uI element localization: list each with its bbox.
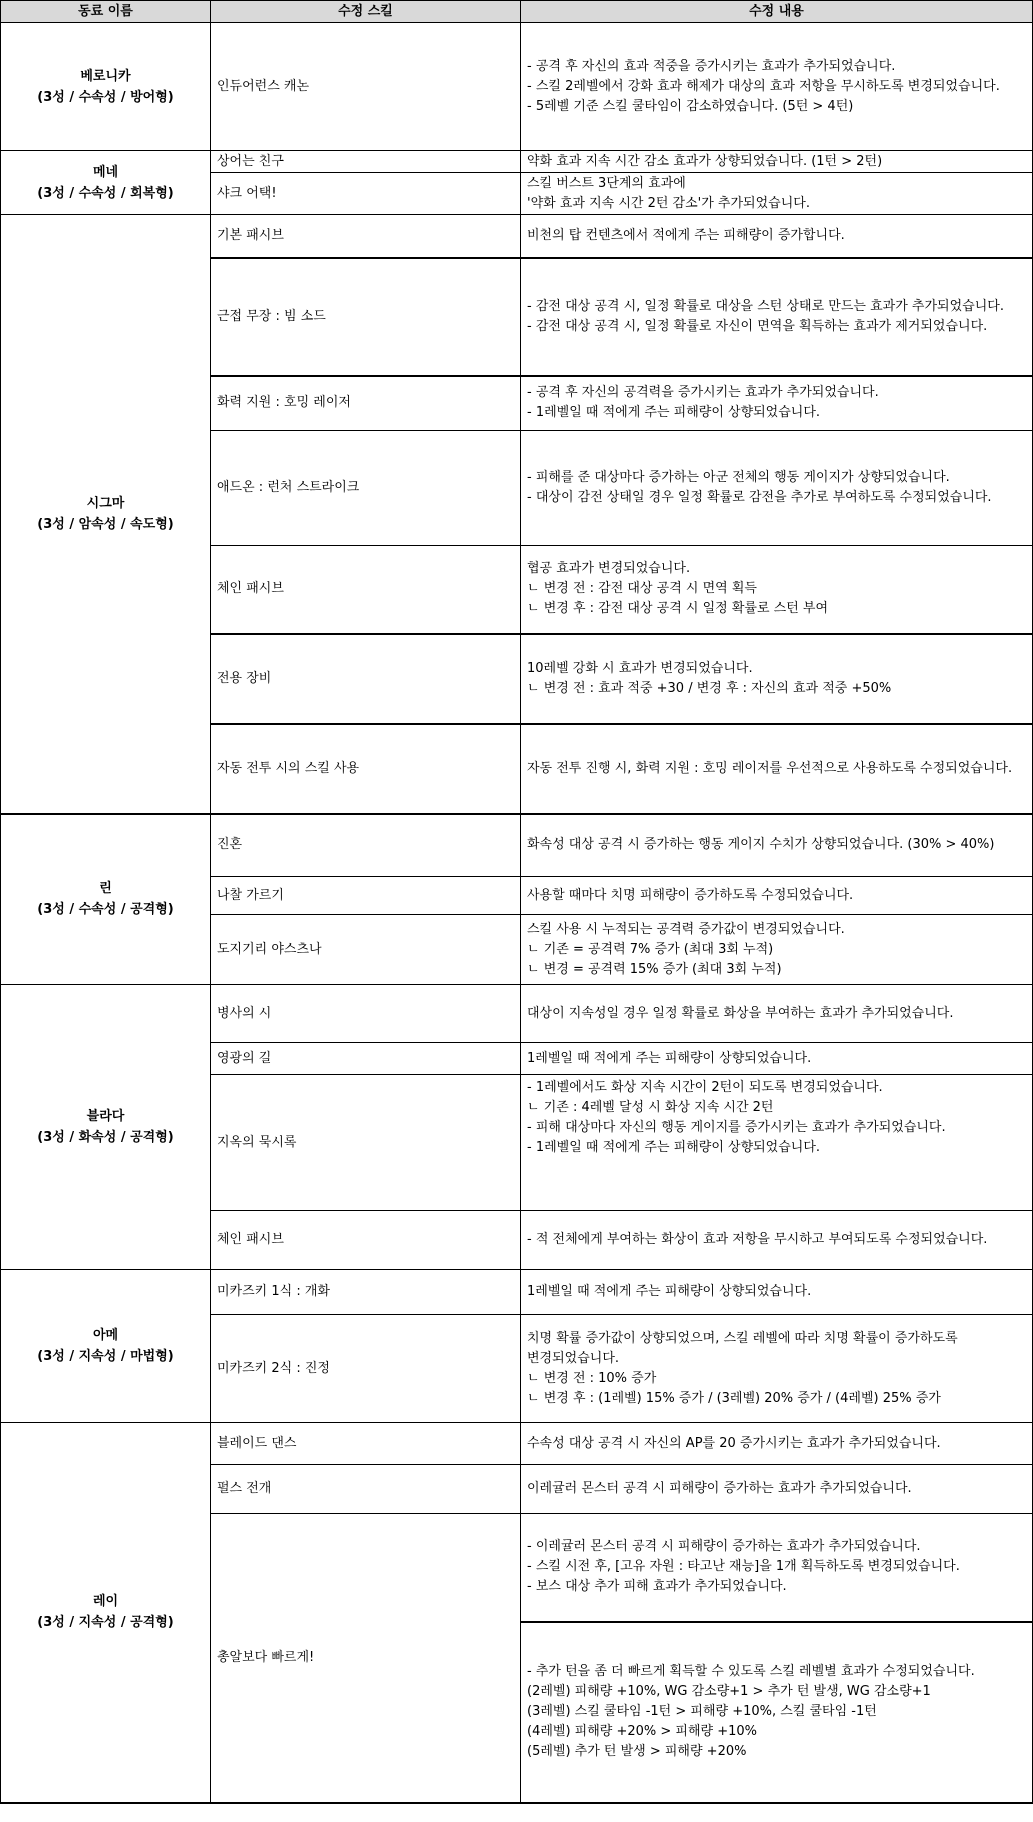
companion-name: 아메 <box>92 1328 119 1343</box>
change-description: - 공격 후 자신의 효과 적중을 증가시키는 효과가 추가되었습니다. - 스킬 2레벨에서 강화 효과 해제가 대상의 효과 저항을 무시하도록 변경되었습니다. - 5레벨 기준 스킬 쿨타임이 감소하였습니다. (5턴 > 4턴) <box>521 23 1033 151</box>
change-description: 1레벨일 때 적에게 주는 피해량이 상향되었습니다. <box>521 1270 1033 1315</box>
companion-name: 블라다 <box>86 1109 125 1124</box>
companion-info: (3성 / 수속성 / 공격형) <box>37 902 174 918</box>
skill-name: 펄스 전개 <box>211 1465 521 1514</box>
skill-name: 체인 패시브 <box>211 546 521 634</box>
companion-name: 시그마 <box>86 495 125 511</box>
companion-info: (3성 / 지속성 / 마법형) <box>37 1349 174 1364</box>
companion-name: 메네 <box>92 164 119 180</box>
companion-info: (3성 / 수속성 / 방어형) <box>37 89 174 105</box>
companion-info: (3성 / 암속성 / 속도형) <box>37 516 174 532</box>
change-description: - 공격 후 자신의 공격력을 증가시키는 효과가 추가되었습니다. - 1레벨일 때 적에게 주는 피해량이 상향되었습니다. <box>521 376 1033 431</box>
skill-name: 체인 패시브 <box>211 1211 521 1270</box>
skill-name: 자동 전투 시의 스킬 사용 <box>211 724 521 814</box>
skill-name: 애드온 : 런처 스트라이크 <box>211 431 521 546</box>
companion-info: (3성 / 수속성 / 회복형) <box>37 185 174 201</box>
skill-name: 블레이드 댄스 <box>211 1423 521 1465</box>
companion-cell <box>1 23 211 151</box>
header-row <box>1 1 1033 23</box>
companion-info: (3성 / 화속성 / 공격형) <box>37 1130 174 1145</box>
change-description: 10레벨 강화 시 효과가 변경되었습니다. ㄴ 변경 전 : 효과 적중 +30 / 변경 후 : 자신의 효과 적중 +50% <box>521 634 1033 724</box>
change-description: 화속성 대상 공격 시 증가하는 행동 게이지 수치가 상향되었습니다. (30% > 40%) <box>521 814 1033 877</box>
skill-name: 상어는 친구 <box>211 151 521 173</box>
header-changed-skill: 수정 스킬 <box>211 1 521 23</box>
change-description: 스킬 버스트 3단계의 효과에 '약화 효과 지속 시간 2턴 감소'가 추가되었습니다. <box>521 173 1033 215</box>
skill-name: 진혼 <box>211 814 521 877</box>
companion-cell <box>1 985 211 1270</box>
table-row <box>1 1270 1033 1315</box>
change-description: - 적 전체에게 부여하는 화상이 효과 저항을 무시하고 부여되도록 수정되었습니다. <box>521 1211 1033 1270</box>
change-description: 스킬 사용 시 누적되는 공격력 증가값이 변경되었습니다. ㄴ 기존 = 공격력 7% 증가 (최대 3회 누적) ㄴ 변경 = 공격력 15% 증가 (최대 3회 누적) <box>521 915 1033 985</box>
skill-name: 샤크 어택! <box>211 173 521 215</box>
companion-name: 린 <box>99 881 112 897</box>
skill-name: 도지기리 야스츠나 <box>211 915 521 985</box>
companion-cell <box>1 1270 211 1423</box>
companion-cell <box>1 215 211 814</box>
skill-name: 미카즈키 2식 : 진정 <box>211 1315 521 1423</box>
companion-cell <box>1 1423 211 1803</box>
change-description: 사용할 때마다 치명 피해량이 증가하도록 수정되었습니다. <box>521 877 1033 915</box>
companion-info: (3성 / 지속성 / 공격형) <box>37 1615 174 1631</box>
change-description: - 이레귤러 몬스터 공격 시 피해량이 증가하는 효과가 추가되었습니다. - 스킬 시전 후, [고유 자원 : 타고난 재능]을 1개 획득하도록 변경되었습니다. - 보스 대상 추가 피해 효과가 추가되었습니다. <box>521 1514 1033 1622</box>
change-description: 수속성 대상 공격 시 자신의 AP를 20 증가시키는 효과가 추가되었습니다. <box>521 1423 1033 1465</box>
skill-name: 미카즈키 1식 : 개화 <box>211 1270 521 1315</box>
change-description: 약화 효과 지속 시간 감소 효과가 상향되었습니다. (1턴 > 2턴) <box>521 151 1033 173</box>
companion-name: 레이 <box>92 1594 119 1610</box>
companion-cell <box>1 151 211 215</box>
companion-cell <box>1 814 211 985</box>
table-row <box>1 814 1033 877</box>
change-description: 자동 전투 진행 시, 화력 지원 : 호밍 레이저를 우선적으로 사용하도록 수정되었습니다. <box>521 724 1033 814</box>
skill-name: 지옥의 묵시록 <box>211 1075 521 1211</box>
skill-name: 근접 무장 : 빔 소드 <box>211 258 521 376</box>
table-row <box>1 215 1033 258</box>
change-description: - 추가 턴을 좀 더 빠르게 획득할 수 있도록 스킬 레벨별 효과가 수정되었습니다. (2레벨) 피해량 +10%, WG 감소량+1 > 추가 턴 발생, WG 감소량+1 (3레벨) 스킬 쿨타임 -1턴 > 피해량 +10%, 스킬 쿨타임 -1턴 (4레벨) 피해량 +20% > 피해량 +10% (5레벨) 추가 턴 발생 > 피해량 +20% <box>521 1622 1033 1803</box>
table-row <box>1 985 1033 1043</box>
change-description: 대상이 지속성일 경우 일정 확률로 화상을 부여하는 효과가 추가되었습니다. <box>521 985 1033 1043</box>
skill-name: 기본 패시브 <box>211 215 521 258</box>
skill-name: 병사의 시 <box>211 985 521 1043</box>
change-description: - 피해를 준 대상마다 증가하는 아군 전체의 행동 게이지가 상향되었습니다. - 대상이 감전 상태일 경우 일정 확률로 감전을 추가로 부여하도록 수정되었습니다. <box>521 431 1033 546</box>
skill-name: 영광의 길 <box>211 1043 521 1075</box>
skill-name: 인듀어런스 캐논 <box>211 23 521 151</box>
change-description: - 감전 대상 공격 시, 일정 확률로 대상을 스턴 상태로 만드는 효과가 추가되었습니다. - 감전 대상 공격 시, 일정 확률로 자신이 면역을 획득하는 효과가 제거되었습니다. <box>521 258 1033 376</box>
change-description: 치명 확률 증가값이 상향되었으며, 스킬 레벨에 따라 치명 확률이 증가하도록 변경되었습니다. ㄴ 변경 전 : 10% 증가 ㄴ 변경 후 : (1레벨) 15% 증가 / (3레벨) 20% 증가 / (4레벨) 25% 증가 <box>521 1315 1033 1423</box>
skill-name: 전용 장비 <box>211 634 521 724</box>
change-description: - 1레벨에서도 화상 지속 시간이 2턴이 되도록 변경되었습니다. ㄴ 기존 : 4레벨 달성 시 화상 지속 시간 2턴 - 피해 대상마다 자신의 행동 게이지를 증가시키는 효과가 추가되었습니다. - 1레벨일 때 적에게 주는 피해량이 상향되었습니다. <box>521 1075 1033 1211</box>
table-row <box>1 151 1033 173</box>
table-row <box>1 1423 1033 1465</box>
skill-name: 화력 지원 : 호밍 레이저 <box>211 376 521 431</box>
companion-name: 베로니카 <box>80 68 131 84</box>
change-description: 비천의 탑 컨텐츠에서 적에게 주는 피해량이 증가합니다. <box>521 215 1033 258</box>
skill-name: 총알보다 빠르게! <box>211 1514 521 1803</box>
change-description: 이레귤러 몬스터 공격 시 피해량이 증가하는 효과가 추가되었습니다. <box>521 1465 1033 1514</box>
change-description: 1레벨일 때 적에게 주는 피해량이 상향되었습니다. <box>521 1043 1033 1075</box>
header-companion-name: 동료 이름 <box>1 1 211 23</box>
table-row <box>1 23 1033 151</box>
header-change-details: 수정 내용 <box>521 1 1033 23</box>
change-description: 협공 효과가 변경되었습니다. ㄴ 변경 전 : 감전 대상 공격 시 면역 획득 ㄴ 변경 후 : 감전 대상 공격 시 일정 확률로 스턴 부여 <box>521 546 1033 634</box>
skill-name: 나찰 가르기 <box>211 877 521 915</box>
